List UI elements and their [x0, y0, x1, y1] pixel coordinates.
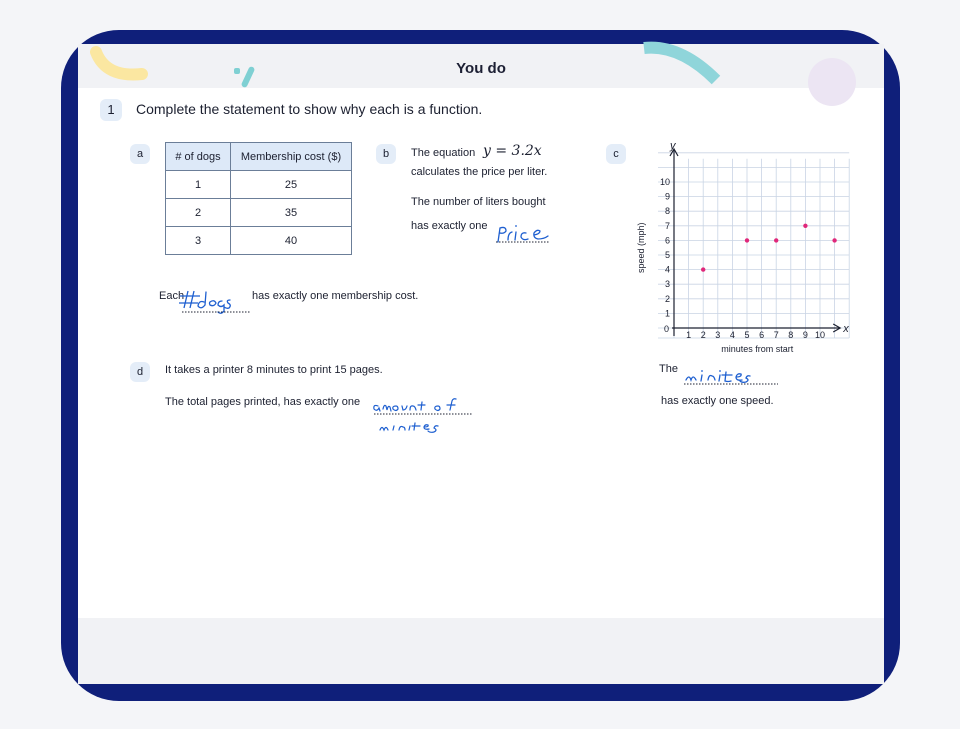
- footer-bar: [78, 618, 884, 684]
- table-header-cell: Membership cost ($): [231, 143, 352, 171]
- data-point: [803, 224, 807, 228]
- table-row: [166, 171, 352, 199]
- part-a-statement-end: has exactly one membership cost.: [252, 290, 419, 302]
- y-tick-label: 2: [664, 293, 670, 304]
- part-b-line2: calculates the price per liter.: [411, 166, 548, 178]
- y-tick-label: 7: [664, 220, 670, 231]
- data-point: [832, 238, 836, 242]
- part-d-line1: It takes a printer 8 minutes to print 15 pages.: [165, 364, 383, 376]
- x-tick-label: 4: [729, 330, 735, 340]
- x-tick-label: 10: [814, 330, 826, 340]
- dogs-cost-table: [165, 142, 352, 255]
- x-axis-label: minutes from start: [721, 344, 794, 354]
- question-prompt: Complete the statement to show why each is a function.: [136, 101, 483, 117]
- part-b-equation: y = 3.2x: [483, 143, 542, 159]
- part-b-line4: has exactly one: [411, 220, 488, 232]
- part-b-answer-field[interactable]: [492, 220, 564, 246]
- table-cell: 1: [166, 171, 231, 199]
- x-tick-label: 9: [802, 330, 808, 340]
- y-tick-label: 10: [659, 177, 670, 187]
- table-row: [166, 199, 352, 227]
- part-a-answer-field[interactable]: [178, 286, 254, 316]
- table-cell: 2: [166, 199, 231, 227]
- data-point: [745, 238, 749, 242]
- data-point: [701, 267, 705, 271]
- table-header-row: [166, 143, 352, 171]
- question-number: 1: [100, 99, 122, 121]
- part-c-statement-end: has exactly one speed.: [661, 395, 774, 407]
- part-d-line2: The total pages printed, has exactly one: [165, 396, 361, 408]
- part-b-badge: b: [376, 144, 396, 164]
- x-axis-symbol: x: [843, 323, 849, 335]
- y-tick-label: 9: [664, 191, 670, 202]
- x-tick-label: 5: [744, 330, 750, 340]
- part-d-badge: d: [130, 362, 150, 382]
- x-tick-label: 6: [759, 330, 765, 340]
- part-b-line3: The number of liters bought: [411, 196, 546, 208]
- part-c-answer-field[interactable]: [680, 364, 784, 390]
- y-tick-label: 6: [664, 235, 670, 246]
- part-a-statement-start: Each: [159, 290, 185, 302]
- x-tick-label: 7: [773, 330, 779, 340]
- y-tick-label: 5: [664, 250, 670, 260]
- table-cell: 25: [231, 171, 352, 199]
- table-row: [166, 227, 352, 255]
- lesson-screen: [78, 44, 884, 684]
- y-axis-label: speed (mph): [636, 222, 646, 273]
- y-tick-label: 3: [664, 279, 670, 290]
- part-d-answer-field[interactable]: [372, 394, 484, 440]
- table-cell: 3: [166, 227, 231, 255]
- y-tick-label: 4: [664, 264, 670, 275]
- part-b-line1: The equation: [411, 147, 476, 159]
- x-tick-label: 8: [788, 330, 794, 340]
- y-tick-label: 1: [664, 308, 670, 319]
- y-tick-label: 8: [664, 206, 670, 217]
- part-c-statement-start: The: [659, 363, 678, 375]
- table-cell: 35: [231, 199, 352, 227]
- data-point: [774, 238, 778, 242]
- table-cell: 40: [231, 227, 352, 255]
- speed-chart: [638, 140, 852, 352]
- x-tick-label: 2: [700, 330, 706, 340]
- x-tick-label: 1: [686, 330, 692, 340]
- origin-label: 0: [664, 324, 670, 334]
- part-c-badge: c: [606, 144, 626, 164]
- page-title: You do: [456, 60, 506, 77]
- y-axis-symbol: y: [670, 140, 676, 152]
- table-header-cell: # of dogs: [166, 143, 231, 171]
- part-a-badge: a: [130, 144, 150, 164]
- x-tick-label: 3: [715, 330, 721, 340]
